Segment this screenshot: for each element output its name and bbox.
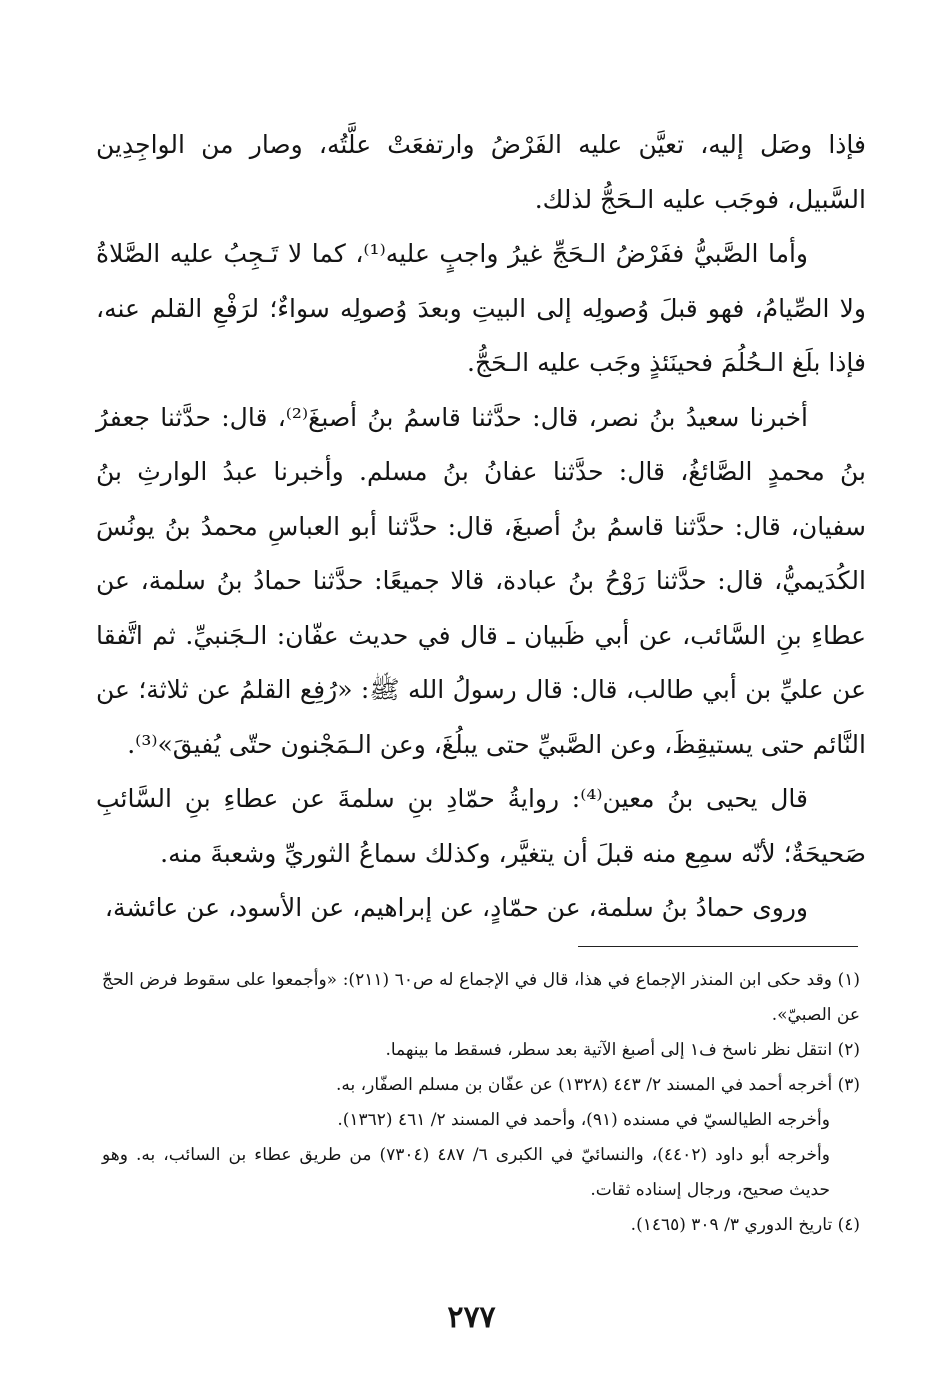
page-number: ٢٧٧ [447,1300,496,1335]
footnote-divider [578,946,858,947]
main-text-body [96,118,866,936]
paragraph-3: أخبرنا سعيدُ بنُ نصر، قال: حدَّثنا قاسمُ بنُ أصبغَ⁽²⁾، قال: حدَّثنا جعفرُ بنُ محمدٍ الصَّائغُ، قال: حدَّثنا عفانُ بنُ مسلم. وأخبرنا عبدُ الوارثِ بنُ سفيان، قال: حدَّثنا قاسمُ بنُ أصبغَ، قال: حدَّثنا أبو العباسِ محمدُ بنُ يونُسَ الكُدَيميُّ، قال: حدَّثنا رَوْحُ بنُ عبادة، قالا جميعًا: حدَّثنا حمادُ بنُ سلمة، عن عطاءِ بنِ السَّائب، عن أبي ظَبيان ـ قال في حديث عفّان: الـجَنبيِّ. ثم اتَّفقا عن عليِّ بن أبي طالب، قال: قال رسولُ الله ﷺ: «رُفِع القلمُ عن ثلاثة؛ عن النَّائم حتى يستيقِظَ، وعن الصَّبيِّ حتى يبلُغَ، وعن الـمَجْنون حتّى يُفيقَ»⁽³⁾. [96,402,866,759]
footnote-1: (١) وقد حكى ابن المنذر الإجماع في هذا، قال في الإجماع له ص٦٠ (٢١١): «وأجمعوا على سقوط فرض الحجّ عن الصبيّ». [102,970,860,1025]
footnote-2: (٢) انتقل نظر ناسخ ف١ إلى أصبغ الآتية بعد سطر، فسقط ما بينهما. [385,1040,860,1060]
paragraph-2: وأما الصَّبيُّ ففَرْضُ الـحَجِّ غيرُ واجبٍ عليه⁽¹⁾، كما لا تَـجِبُ عليه الصَّلاةُ ولا الصِّيامُ، فهو قبلَ وُصولِه إلى البيتِ وبعدَ وُصولِه سواءٌ؛ لرَفْعِ القلم عنه، فإذا بلَغ الـحُلُمَ فحينَئذٍ وجَب عليه الـحَجُّ. [96,239,866,377]
footnote-3-continued-b: وأخرجه أبو داود (٤٤٠٢)، والنسائيّ في الكبرى ٦/ ٤٨٧ (٧٣٠٤) من طريق عطاء بن السائب، به. وهو حديث صحيح، ورجال إسناده ثقات. [102,1145,830,1200]
footnotes [102,963,860,1243]
paragraph-4: قال يحيى بنُ معين⁽⁴⁾: روايةُ حمّادِ بنِ سلمةَ عن عطاءِ بنِ السَّائبِ صَحيحَةٌ؛ لأنّه سمِع منه قبلَ أن يتغيَّر، وكذلك سماعُ الثوريِّ وشعبةَ منه. [96,784,866,868]
paragraph-5: وروى حمادُ بنُ سلمة، عن حمّادٍ، عن إبراهيم، عن الأسود، عن عائشة، [104,893,808,922]
footnote-4: (٤) تاريخ الدوري ٣/ ٣٠٩ (١٤٦٥). [630,1215,860,1235]
footnote-3-continued-a: وأخرجه الطيالسيّ في مسنده (٩١)، وأحمد في المسند ٢/ ٤٦١ (١٣٦٢). [337,1110,830,1130]
paragraph-1: فإذا وصَل إليه، تعيَّن عليه الفَرْضُ وارتفعَتْ علَّتُه، وصار من الواجِدِين السَّبيل، فوجَب عليه الـحَجُّ لذلك. [96,130,866,214]
footnote-3: (٣) أخرجه أحمد في المسند ٢/ ٤٤٣ (١٣٢٨) عن عفّان بن مسلم الصفّار، به. [336,1075,860,1095]
